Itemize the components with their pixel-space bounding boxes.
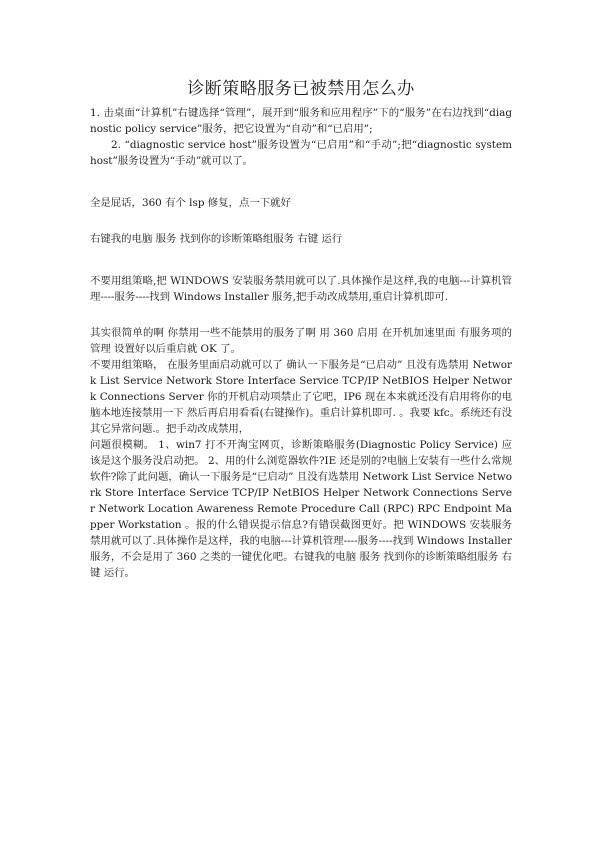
paragraph-disable-installer: 不要用组策略,把 WINDOWS 安装服务禁用就可以了.具体操作是这样,我的电脑---计算机管理----服务----找到 Windows Installer 服务,把手动改成禁用,重启计算机即可. bbox=[90, 275, 512, 303]
paragraph-simple-fix: 其实很简单的啊 你禁用一些不能禁用的服务了啊 用 360 启用 在开机加速里面 有服务项的管理 设置好以后重启就 OK 了。 bbox=[90, 327, 512, 355]
paragraph-vague-question: 问题很模糊。 1、win7 打不开淘宝网页，诊断策略服务(Diagnostic Policy Service) 应该是这个服务没启动把。 2、用的什么浏览器软件?IE 还是别的?电脑上安装有一些什么常规软件?除了此问题，确认一下服务是“已启动” 且没有选禁用 Network List Service Network Store Interface Service TCP/IP NetBIOS Helper Network Connections Server Network Location Awareness Remote Procedure Call (RPC) RPC Endpoint Mapper Workstation 。报的什么错误提示信息?有错误截图更好。把 WINDOWS 安装服务禁用就可以了.具体操作是这样，我的电脑---计算机管理----服务----找到 Windows Installer 服务，不会是用了 360 之类的一键优化吧。右键我的电脑 服务 找到你的诊断策略组服务 右键 运行。 bbox=[90, 439, 512, 579]
document-title: 诊断策略服务已被禁用怎么办 bbox=[187, 79, 415, 99]
paragraph-step-2: 2. “diagnostic service host”服务设置为“已启用”和“手动”;把“diagnostic system host”服务设置为“手动”就可以了。 bbox=[90, 139, 512, 167]
paragraph-step-1: 1. 击桌面“计算机”右键选择“管理”，展开到“服务和应用程序”下的“服务”在右边找到“diagnostic policy service”服务，把它设置为“自动”和“已启用”; bbox=[90, 107, 512, 135]
spacer bbox=[90, 305, 512, 325]
spacer bbox=[90, 169, 512, 195]
spacer bbox=[90, 247, 512, 273]
paragraph-right-click-service: 右键我的电脑 服务 找到你的诊断策略组服务 右键 运行 bbox=[90, 233, 343, 245]
paragraph-no-group-policy: 不要用组策略， 在服务里面启动就可以了 确认一下服务是“已启动” 且没有选禁用 Network List Service Network Store Interface Service TCP/IP NetBIOS Helper Network Connections Server 你的开机启动项禁止了它吧，IP6 现在本来就还没有启用将你的电脑本地连接禁用一下 然后再启用看看(右键操作)。重启计算机即可. 。我要 kfc。系统还有没其它异常问题.。把手动改成禁用， bbox=[90, 359, 512, 435]
document-page bbox=[90, 78, 512, 581]
spacer bbox=[90, 211, 512, 231]
paragraph-comment-360: 全是屁话，360 有个 lsp 修复，点一下就好 bbox=[90, 197, 291, 209]
